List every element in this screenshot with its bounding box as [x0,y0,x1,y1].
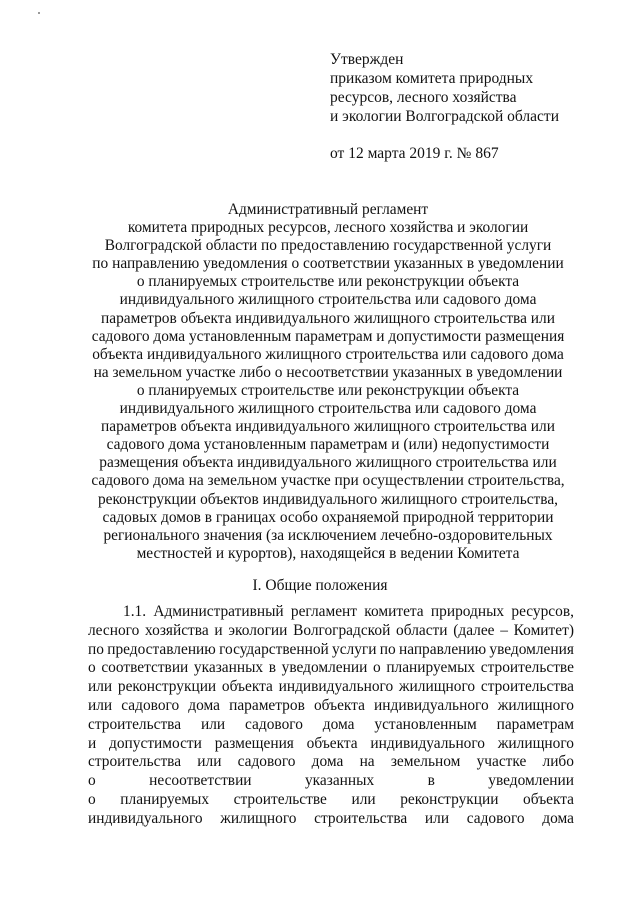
paragraph-word: о [88,790,96,808]
paragraph-word: либо [542,753,574,771]
scan-speck [38,12,40,14]
paragraph-word: строительстве [480,659,574,677]
approval-line: и экологии Волгоградской области [330,108,559,125]
paragraph-line [88,603,574,622]
paragraph-line [88,753,574,772]
title-line: садового дома на земельном участке при осуществлении строительства, [91,472,565,490]
paragraph-word: услуги [332,640,377,658]
title-line: садового дома установленным параметрам и (или) недопустимости [106,436,550,454]
paragraph-word: Волгоградской [293,621,391,639]
paragraph-word: параметров [229,696,305,714]
paragraph-word: о [372,659,381,677]
paragraph-word: строительства [314,809,408,827]
title-line: Волгоградской области по предоставлению государственной услуги [104,237,552,255]
paragraph-word: установленным [374,715,477,733]
paragraph-word: комитета [364,603,424,620]
paragraph-word: ресурсов, [511,603,574,620]
paragraph-word: (далее [453,621,495,639]
approval-stamp-block [330,50,559,163]
paragraph-word: реконструкции [400,790,499,808]
paragraph-line [88,772,574,791]
paragraph-line [88,697,574,716]
approval-line: приказом комитета природных [330,70,534,87]
paragraph-word: Административный [153,603,284,620]
paragraph-word: садового [121,696,180,714]
paragraph-word: о [88,659,96,677]
title-line: параметров объекта индивидуального жилищного строительства или [101,309,555,327]
paragraph-word: объекта [221,678,273,696]
paragraph-line [88,641,574,660]
paragraph-word: регламент [290,603,358,620]
paragraph-word: по [88,640,104,658]
paragraph-line [88,659,574,678]
paragraph-word: размещения [214,734,294,752]
paragraph-word: жилищного [497,734,574,752]
paragraph-word: экологии [228,621,288,639]
paragraph-word: дома [311,753,344,771]
paragraph-word: реконструкции [117,678,217,696]
paragraph-word: индивидуального [374,696,489,714]
paragraph-word: жилищного [497,696,574,714]
paragraph-word: или [88,696,113,714]
paragraph-word: государственной [219,640,329,658]
title-line: местностей и курортов), находящейся в ведении Комитета [136,544,520,562]
approval-date: от 12 марта 2019 г. № 867 [330,145,499,162]
paragraph-word: несоответствии [149,772,252,790]
paragraph-word: 1.1. [123,603,147,620]
paragraph-word: в [427,772,435,790]
paragraph-word: предоставлению [107,640,216,658]
paragraph-word: дома [542,809,574,827]
paragraph-word: строительства [480,678,574,696]
paragraph-word: строительства [88,715,182,733]
paragraph-word: жилищного [220,809,297,827]
paragraph-word: или [424,809,450,827]
paragraph-word: природных [430,603,505,620]
title-line: о планируемых строительстве или реконструкции объекта [136,381,520,399]
paragraph-1-1 [88,603,574,829]
paragraph-word: объекта [523,790,574,808]
paragraph-word: уведомлении [488,772,574,790]
paragraph-word: уведомления [489,640,574,658]
paragraph-word: индивидуального [370,734,485,752]
title-line: по направлению уведомления о соответствии указанных в уведомлении [92,255,564,273]
paragraph-word: области [396,621,448,639]
paragraph-word: в [268,659,277,677]
section-heading: I. Общие положения [252,577,388,594]
paragraph-line [88,622,574,641]
paragraph-word: на [359,753,375,771]
paragraph-word: и [88,734,97,752]
title-line: реконструкции объектов индивидуального жилищного строительства, [97,490,559,508]
title-line: о планируемых строительстве или реконструкции объекта [136,273,520,291]
paragraph-word: планируемых [386,659,476,677]
paragraph-word: или [200,715,226,733]
paragraph-word: дома [322,715,355,733]
paragraph-line [88,791,574,810]
paragraph-word: земельном [390,753,461,771]
paragraph-word: строительстве [233,790,327,808]
paragraph-word: по [379,640,396,658]
approval-line: ресурсов, лесного хозяйства [330,89,517,106]
title-line: индивидуального жилищного строительства или садового дома [119,291,537,309]
paragraph-word: Комитет) [513,621,574,639]
title-line: регионального значения (за исключением лечебно-оздоровительных [103,526,553,544]
paragraph-line [88,735,574,754]
paragraph-word: о [88,772,96,790]
paragraph-word: или [197,753,222,771]
paragraph-line [88,716,574,735]
paragraph-word: индивидуального [278,678,394,696]
title-line: параметров объекта индивидуального жилищного строительства или [101,418,555,436]
paragraph-word: и [214,621,223,639]
paragraph-word: или [88,678,113,696]
approval-line: Утвержден [330,51,404,68]
paragraph-word: индивидуального [88,809,203,827]
paragraph-word: дома [188,696,220,714]
title-line: объекта индивидуального жилищного строительства или садового дома [92,345,564,363]
title-line: садовых домов в границах особо охраняемой природной территории [102,508,554,526]
paragraph-word: параметрам [496,715,574,733]
paragraph-word: соответствии [101,659,189,677]
paragraph-word: лесного [88,621,140,639]
paragraph-word: хозяйства [145,621,209,639]
paragraph-word: садового [237,753,296,771]
paragraph-word: жилищного [398,678,476,696]
paragraph-word: участке [476,753,527,771]
paragraph-word: планируемых [120,790,210,808]
paragraph-word: объекта [313,696,365,714]
paragraph-word: – [500,621,508,639]
paragraph-word: или [351,790,376,808]
paragraph-word: указанных [193,659,264,677]
paragraph-line [88,810,574,829]
paragraph-word: уведомлении [281,659,368,677]
title-line: размещения объекта индивидуального жилищного строительства или [99,454,557,472]
title-line: индивидуального жилищного строительства или садового дома [119,400,537,418]
paragraph-word: строительства [88,753,182,771]
title-line: комитета природных ресурсов, лесного хозяйства и экологии [127,219,529,237]
paragraph-word: объекта [306,734,358,752]
paragraph-word: садового [466,809,525,827]
paragraph-word: направлению [398,640,487,658]
paragraph-word: допустимости [109,734,202,752]
paragraph-word: садового [245,715,303,733]
title-line: Административный регламент [227,201,429,218]
paragraph-word: указанных [304,772,375,790]
document-title [80,201,576,563]
paragraph-line [88,678,574,697]
title-line: садового дома установленным параметрам и допустимости размещения [91,327,565,345]
title-line: на земельном участке либо о несоответствии указанных в уведомлении [93,363,563,381]
